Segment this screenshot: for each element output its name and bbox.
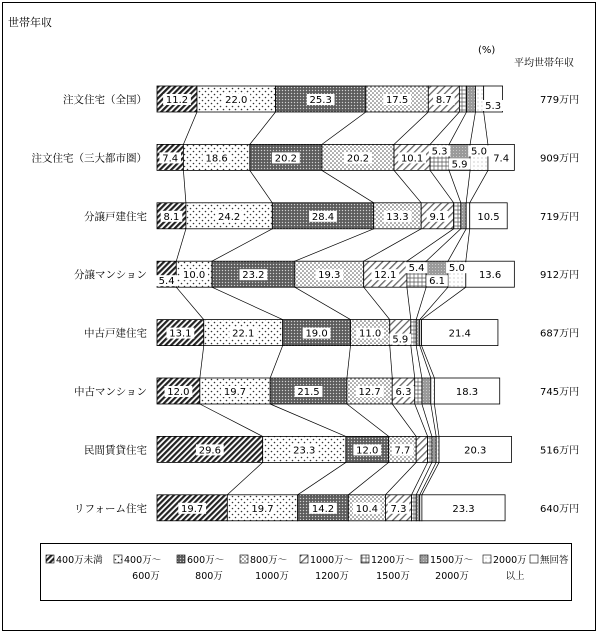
value-label: 19.7 [181,503,204,515]
connector-line [298,462,346,494]
connector-line [250,112,276,144]
connector-line [348,462,388,494]
value-label: 20.2 [274,153,298,165]
connector-line [466,229,470,261]
value-label: 5.0 [448,263,465,275]
bar-segment [416,320,420,346]
category-label: 注文住宅（三大都市圏） [31,152,147,165]
legend-label: 600万～ [187,555,225,566]
value-label: 21.4 [448,328,471,340]
value-label: 23.2 [242,270,265,282]
value-label: 12.0 [356,445,379,457]
value-label: 13.3 [386,211,409,223]
legend-label: 1000万 [255,571,289,582]
average-label: 745万円 [540,387,580,398]
bar-segment [416,436,427,462]
bar-segment [432,436,436,462]
legend-swatch [483,555,491,563]
legend-swatch [420,555,428,563]
value-label: 20.3 [464,445,487,457]
legend-label: 2000万 [435,571,469,582]
connector-line [411,346,415,378]
bar-segment [459,86,466,112]
category-label: 中古戸建住宅 [84,327,147,340]
connector-line [270,346,282,378]
legend-swatch [177,555,185,563]
value-label: 5.4 [408,263,425,275]
connector-line [385,462,416,494]
value-label: 10.0 [182,270,206,282]
category-label: 民間賃貸住宅 [84,444,147,457]
legend-swatch [46,555,54,563]
value-label: 18.6 [205,153,228,165]
average-label: 909万円 [540,153,580,165]
value-label: 13.1 [169,328,192,340]
value-label: 23.3 [452,503,475,515]
legend-label: 1200万～ [371,555,415,566]
connector-line [390,346,392,378]
value-label: 11.2 [165,95,189,106]
bar-segment [436,436,439,462]
bar-segment [431,378,435,404]
average-label: 640万円 [540,503,580,515]
average-header: 平均世帯年収 [514,58,574,69]
connector-line [176,229,186,261]
legend-swatch [300,555,308,563]
value-label: 12.0 [167,387,190,398]
connector-line [200,346,204,378]
legend-label: 800万 [195,571,223,582]
connector-line [416,462,432,494]
value-label: 5.3 [431,146,448,158]
value-label: 7.7 [394,445,411,457]
connector-line [394,112,428,144]
value-label: 6.3 [395,387,412,398]
legend-swatch [530,555,538,563]
value-label: 5.9 [451,159,468,171]
category-label: 中古マンション [73,386,147,398]
connector-line [347,346,351,378]
value-label: 7.3 [390,503,407,515]
average-label: 912万円 [540,270,580,282]
value-label: 8.1 [163,211,180,223]
value-label: 5.4 [158,276,175,288]
category-label: 注文住宅（全国） [63,94,147,106]
connector-line [295,287,351,319]
unit-label: (%) [478,45,496,56]
value-label: 9.1 [429,211,446,223]
connector-line [449,170,461,202]
legend-label: 1500万 [376,571,410,582]
value-label: 14.2 [311,503,335,515]
connector-line [176,287,203,319]
average-label: 516万円 [540,445,580,457]
value-label: 19.7 [251,503,274,515]
legend-label: 1000万～ [310,555,354,566]
category-label: 分譲戸建住宅 [84,210,147,223]
chart-title: 世帯年収 [8,16,52,29]
value-label: 6.1 [429,276,446,288]
bar-segment [415,378,422,404]
connector-line [392,404,416,436]
legend-label: 400万～ [124,555,162,566]
connector-line [416,287,426,319]
legend-label: 2000万 [493,555,527,566]
connector-line [412,462,428,494]
bar-segment [466,203,470,229]
connector-line [295,229,374,261]
bar-segment [412,495,417,521]
connector-line [212,229,272,261]
legend-swatch [240,555,248,563]
value-label: 17.5 [385,95,409,106]
connector-line [407,229,454,261]
connector-line [364,287,390,319]
legend-label: 800万～ [250,555,288,566]
connector-line [415,404,428,436]
connector-line [449,112,466,144]
value-label: 20.2 [346,153,370,165]
category-label: リフォーム住宅 [74,502,147,515]
value-label: 28.4 [311,211,335,223]
value-label: 23.3 [293,445,316,457]
connector-line [270,404,346,436]
connector-line [466,170,470,202]
value-label: 19.7 [223,387,247,398]
value-label: 7.4 [493,153,510,165]
value-label: 5.9 [392,334,409,346]
connector-line [470,170,488,202]
value-label: 21.5 [297,387,320,398]
value-label: 12.1 [374,270,397,282]
value-label: 12.7 [358,387,381,398]
value-label: 11.0 [358,328,382,340]
value-label: 19.3 [318,270,341,282]
connector-line [420,346,431,378]
value-label: 22.1 [232,328,255,340]
value-label: 10.1 [400,153,424,165]
legend-label: 400万未満 [56,555,103,566]
connector-line [430,112,459,144]
legend-swatch [361,555,369,563]
average-label: 779万円 [540,95,580,106]
value-label: 29.6 [198,445,221,457]
bar-segment [428,436,432,462]
bar-segment [454,203,461,229]
connector-line [394,170,421,202]
connector-line [484,112,488,144]
value-label: 5.0 [471,146,487,158]
connector-line [430,170,454,202]
bar-segment [411,320,416,346]
connector-line [212,287,283,319]
value-label: 24.2 [217,211,241,223]
value-label: 10.5 [477,211,500,223]
legend-label: 600万 [132,571,160,582]
connector-line [200,404,263,436]
connector-line [422,346,435,378]
value-label: 7.4 [162,153,179,165]
connector-line [448,229,466,261]
bar-segment [416,495,420,521]
value-label: 13.6 [478,270,502,282]
connector-line [420,462,436,494]
bar-segment [422,378,431,404]
connector-line [322,112,366,144]
connector-line [183,170,185,202]
connector-line [422,462,439,494]
connector-line [407,287,411,319]
legend-label: 1500万～ [430,555,474,566]
connector-line [426,229,461,261]
legend-label: 1200万 [315,571,349,582]
value-label: 5.3 [485,101,502,112]
connector-line [422,404,432,436]
connector-line [416,346,422,378]
category-label: 分譲マンション [73,269,147,282]
connector-line [250,170,272,202]
bar-segment [467,86,476,112]
value-label: 8.7 [435,95,452,106]
value-label: 19.0 [305,328,328,340]
legend-swatch [114,555,122,563]
bar-segment [461,203,466,229]
connector-line [183,112,197,144]
value-label: 25.3 [309,95,332,106]
legend-label: 以上 [505,571,525,582]
value-label: 22.0 [225,95,248,106]
connector-line [364,229,421,261]
connector-line [227,462,262,494]
connector-line [347,404,389,436]
connector-line [470,112,475,144]
connector-line [322,170,374,202]
value-label: 10.4 [355,503,379,515]
average-label: 719万円 [540,211,580,223]
average-label: 687万円 [540,328,580,340]
value-label: 18.3 [455,387,479,398]
legend [46,554,569,582]
legend-label: 無回答 [540,555,569,566]
